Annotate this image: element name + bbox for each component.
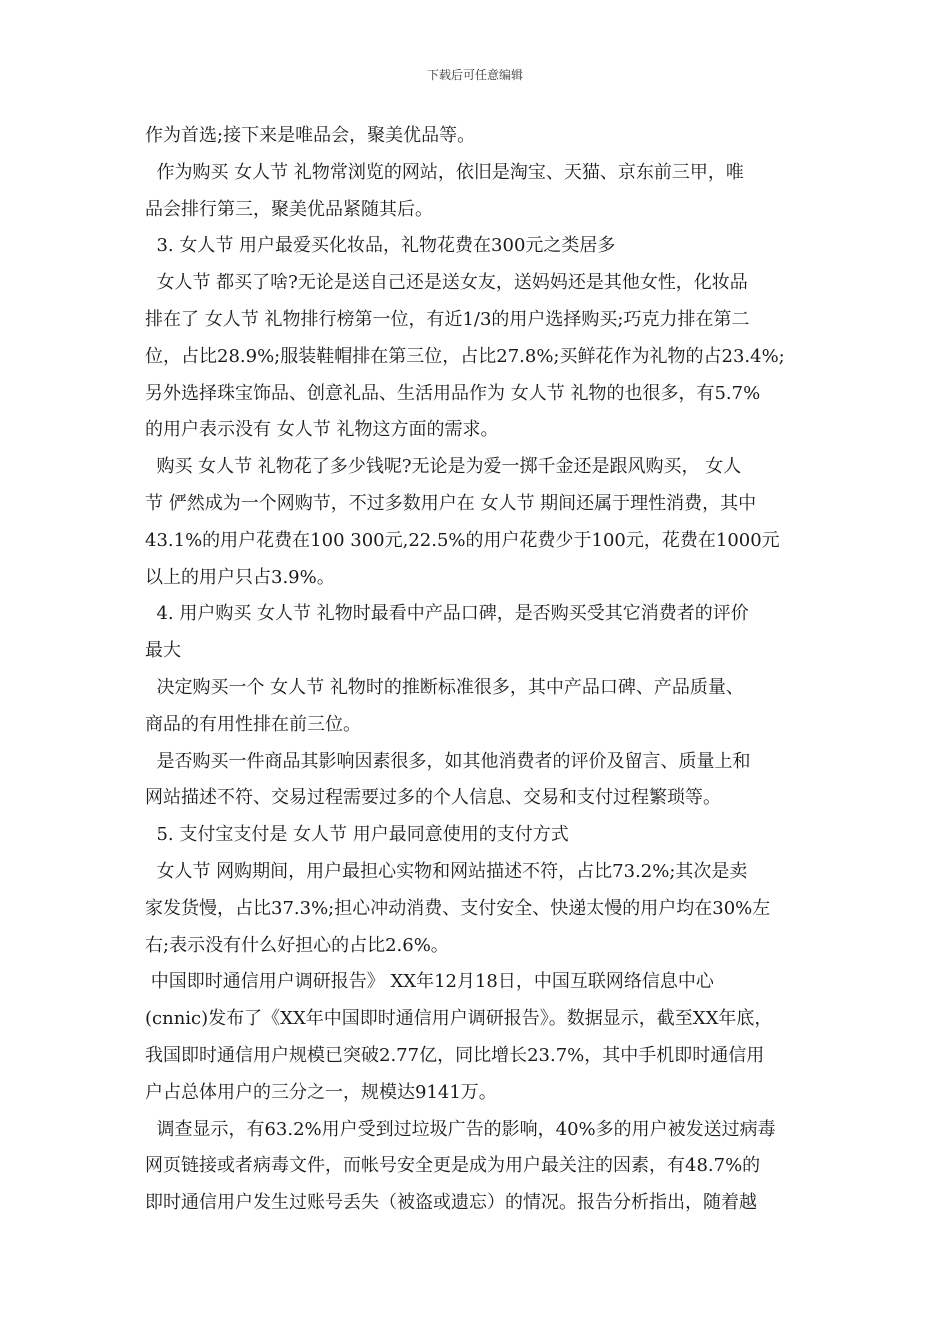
text-line: 我国即时通信用户规模已突破2.77亿，同比增长23.7%，其中手机即时通信用 <box>145 1044 765 1066</box>
text-line: 3. 女人节 用户最爱买化妆品，礼物花费在300元之类居多 <box>145 235 616 257</box>
text-line: 调查显示，有63.2%用户受到过垃圾广告的影响，40%多的用户被发送过病毒 <box>145 1118 776 1140</box>
text-line: (cnnic)发布了《XX年中国即时通信用户调研报告》。数据显示，截至XX年底， <box>145 1008 773 1030</box>
text-line: 最大 <box>145 640 181 662</box>
text-line: 右;表示没有什么好担心的占比2.6%。 <box>145 934 449 956</box>
text-line: 作为首选;接下来是唯品会，聚美优品等。 <box>145 125 476 146</box>
text-line: 品会排行第三，聚美优品紧随其后。 <box>145 198 433 220</box>
text-line: 中国即时通信用户调研报告》 XX年12月18日，中国互联网络信息中心 <box>145 971 714 993</box>
text-line: 网页链接或者病毒文件，而帐号安全更是成为用户最关注的因素，有48.7%的 <box>145 1155 761 1177</box>
text-line: 户占总体用户的三分之一，规模达9141万。 <box>145 1081 497 1103</box>
text-line: 作为购买 女人节 礼物常浏览的网站，依旧是淘宝、天猫、京东前三甲，唯 <box>145 161 744 183</box>
page-header: 下载后可任意编辑 <box>426 68 523 82</box>
text-line: 是否购买一件商品其影响因素很多，如其他消费者的评价及留言、质量上和 <box>145 750 751 772</box>
text-line: 43.1%的用户花费在100 300元,22.5%的用户花费少于100元，花费在1000元 <box>145 529 780 551</box>
text-line: 商品的有用性排在前三位。 <box>145 713 361 735</box>
text-line: 另外选择珠宝饰品、创意礼品、生活用品作为 女人节 礼物的也很多，有5.7% <box>145 382 761 404</box>
text-line: 网站描述不符、交易过程需要过多的个人信息、交易和支付过程繁琐等。 <box>145 787 721 809</box>
text-line: 5. 支付宝支付是 女人节 用户最同意使用的支付方式 <box>145 824 569 846</box>
text-line: 以上的用户只占3.9%。 <box>145 566 335 588</box>
text-line: 位，占比28.9%;服装鞋帽排在第三位，占比27.8%;买鲜花作为礼物的占23.4%; <box>145 345 785 367</box>
text-line: 节 俨然成为一个网购节，不过多数用户在 女人节 期间还属于理性消费，其中 <box>145 492 757 514</box>
text-line: 女人节 网购期间，用户最担心实物和网站描述不符，占比73.2%;其次是卖 <box>145 860 748 882</box>
text-line: 的用户表示没有 女人节 礼物这方面的需求。 <box>145 419 499 441</box>
text-line: 排在了 女人节 礼物排行榜第一位，有近1/3的用户选择购买;巧克力排在第二 <box>145 308 750 330</box>
text-line: 女人节 都买了啥?无论是送自己还是送女友，送妈妈还是其他女性，化妆品 <box>145 272 748 294</box>
text-line: 即时通信用户发生过账号丢失（被盗或遗忘）的情况。报告分析指出，随着越 <box>145 1192 757 1214</box>
document-body <box>145 118 813 1222</box>
text-line: 家发货慢，占比37.3%;担心冲动消费、支付安全、快递太慢的用户均在30%左 <box>145 897 771 919</box>
text-line: 4. 用户购买 女人节 礼物时最看中产品口碑，是否购买受其它消费者的评价 <box>145 603 749 625</box>
text-line: 决定购买一个 女人节 礼物时的推断标准很多，其中产品口碑、产品质量、 <box>145 676 744 698</box>
text-line: 购买 女人节 礼物花了多少钱呢?无论是为爱一掷千金还是跟风购买， 女人 <box>145 456 742 478</box>
